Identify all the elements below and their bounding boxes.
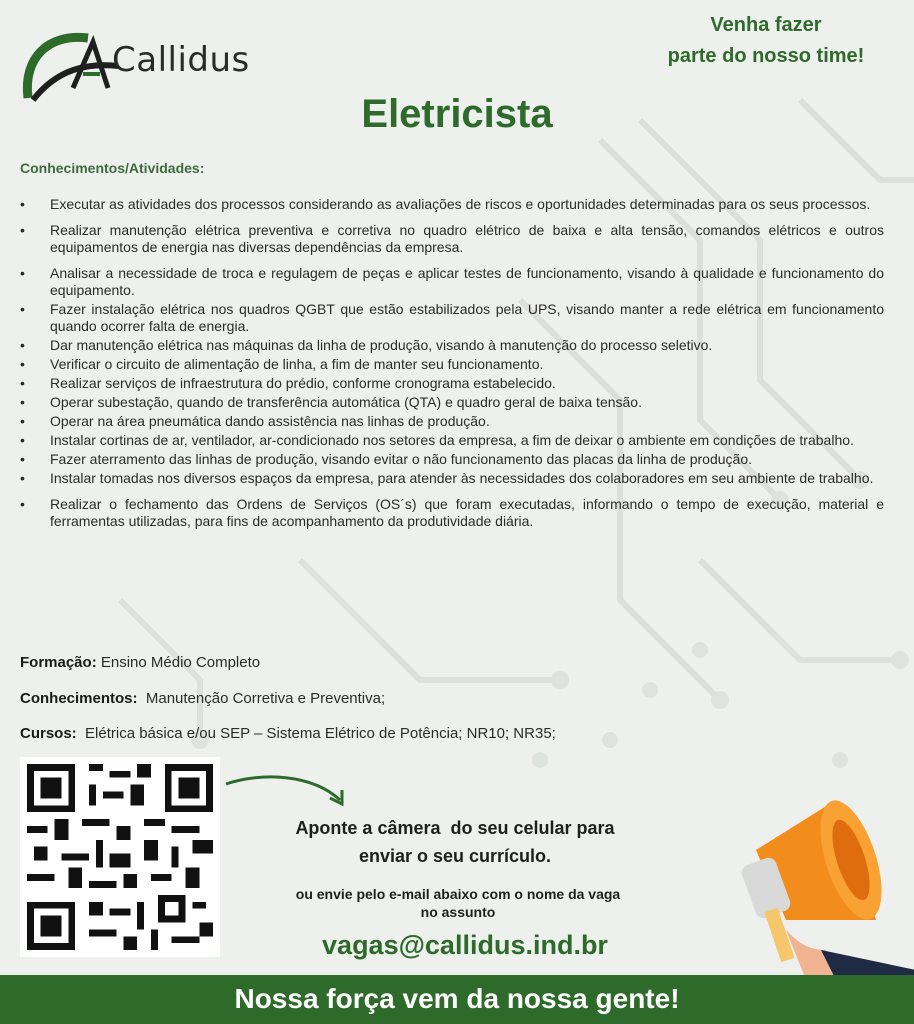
conhecimentos-label: Conhecimentos: — [20, 690, 138, 707]
conhecimentos-line — [20, 690, 385, 707]
bullet-glyph: • — [20, 337, 25, 353]
scan-line-1: Aponte a câmera do seu celular para — [295, 818, 615, 838]
bullet-glyph: • — [20, 196, 25, 212]
footer-slogan: Nossa força vem da nossa gente! — [234, 983, 680, 1014]
list-item — [20, 394, 884, 411]
list-item — [20, 301, 884, 335]
megaphone-icon — [726, 790, 914, 980]
activity-text: Dar manutenção elétrica nas máquinas da linha de produção, visando à manutenção do processo seletivo. — [50, 337, 713, 353]
email-link[interactable]: vagas@callidus.ind.br — [322, 930, 608, 960]
list-item — [20, 375, 884, 392]
bullet-glyph: • — [20, 356, 25, 372]
activity-text: Realizar serviços de infraestrutura do prédio, conforme cronograma estabelecido. — [50, 375, 556, 391]
curved-arrow-icon — [222, 770, 352, 810]
list-item — [20, 356, 884, 373]
activity-text: Instalar cortinas de ar, ventilador, ar-condicionado nos setores da empresa, a fim de deixar o ambiente em condições de trabalho. — [50, 432, 854, 448]
activity-text: Fazer aterramento das linhas de produção, visando evitar o não funcionamento das placas da linha de produção. — [50, 451, 753, 467]
list-item — [20, 470, 884, 487]
email-line-2: no assunto — [420, 904, 496, 920]
invite-line-1: Venha fazer — [710, 14, 822, 36]
cursos-value: Elétrica básica e/ou SEP – Sistema Elétrico de Potência; NR10; NR35; — [85, 725, 556, 742]
bullet-glyph: • — [20, 265, 25, 281]
cursos-line — [20, 725, 556, 742]
invite-line-2: parte do nosso time! — [667, 45, 865, 67]
bullet-glyph: • — [20, 470, 25, 486]
formacao-line — [20, 654, 260, 671]
activity-text: Verificar o circuito de alimentação de linha, a fim de manter seu funcionamento. — [50, 356, 544, 372]
activity-text: Fazer instalação elétrica nos quadros QGBT que estão estabilizados pela UPS, visando manter a rede elétrica em funcionamento quando ocorrer falta de energia. — [50, 301, 884, 334]
bullet-glyph: • — [20, 496, 25, 512]
list-item — [20, 222, 884, 256]
list-item — [20, 196, 884, 213]
join-team-tagline — [636, 10, 896, 72]
bullet-glyph: • — [20, 301, 25, 317]
scan-line-2: enviar o seu currículo. — [358, 846, 552, 866]
list-item — [20, 337, 884, 354]
bullet-glyph: • — [20, 394, 25, 410]
formacao-value: Ensino Médio Completo — [100, 654, 261, 671]
brand-name: Callidus — [112, 40, 250, 80]
job-title: Eletricista — [361, 92, 553, 136]
scan-instruction — [236, 814, 674, 870]
activity-text: Analisar a necessidade de troca e regulagem de peças e aplicar testes de funcionamento, visando à qualidade e funcionamento do equipamento. — [50, 265, 884, 298]
activities-heading: Conhecimentos/Atividades: — [20, 160, 205, 176]
list-item — [20, 413, 884, 430]
activity-text: Operar na área pneumática dando assistência nas linhas de produção. — [50, 413, 490, 429]
activity-text: Realizar o fechamento das Ordens de Serviços (OS´s) que foram executadas, informando o tempo de execução, material e ferramentas utilizadas, para fins de acompanhamento da produtividade diária. — [50, 496, 884, 529]
bullet-glyph: • — [20, 375, 25, 391]
bullet-glyph: • — [20, 222, 25, 238]
list-item — [20, 451, 884, 468]
list-item — [20, 265, 884, 299]
activity-text: Instalar tomadas nos diversos espaços da empresa, para atender às necessidades dos colaboradores em seu ambiente de trabalho. — [50, 470, 874, 486]
cursos-label: Cursos: — [20, 725, 77, 742]
bullet-glyph: • — [20, 413, 25, 429]
activities-list — [20, 196, 884, 532]
email-line-1: ou envie pelo e-mail abaixo com o nome da vaga — [295, 886, 621, 902]
footer-banner — [0, 975, 914, 1024]
qr-code[interactable] — [20, 757, 220, 957]
bullet-glyph: • — [20, 451, 25, 467]
formacao-label: Formação: — [20, 654, 97, 671]
activity-text: Executar as atividades dos processos considerando as avaliações de riscos e oportunidades determinadas para os seus processos. — [50, 196, 871, 212]
list-item — [20, 496, 884, 530]
email-instruction — [220, 885, 696, 921]
activity-text: Realizar manutenção elétrica preventiva e corretiva no quadro elétrico de baixa e alta tensão, comandos elétricos e outros equipamentos de energia nas diversas dependências da empresa. — [50, 222, 884, 255]
conhecimentos-value: Manutenção Corretiva e Preventiva; — [145, 690, 386, 707]
list-item — [20, 432, 884, 449]
activity-text: Operar subestação, quando de transferência automática (QTA) e quadro geral de baixa tensão. — [50, 394, 642, 410]
bullet-glyph: • — [20, 432, 25, 448]
